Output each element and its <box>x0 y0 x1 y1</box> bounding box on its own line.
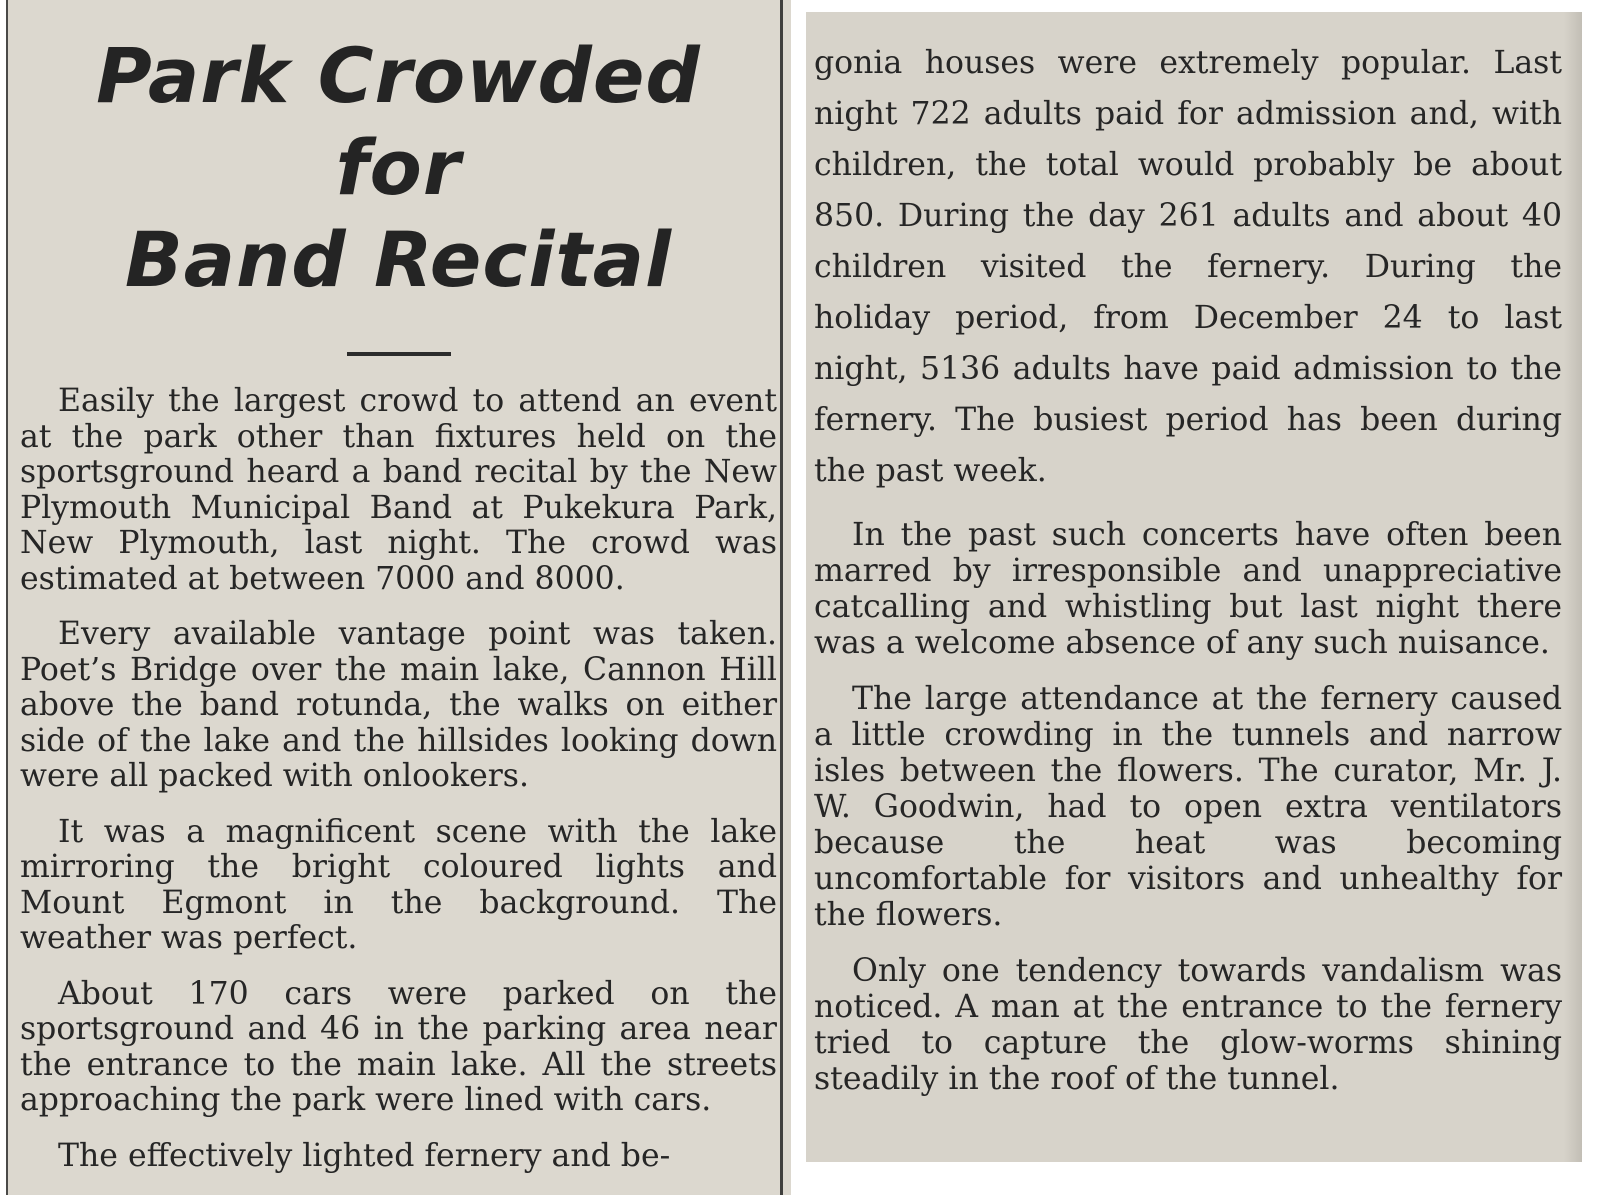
right-clipping <box>806 12 1582 1162</box>
headline-rule <box>347 352 451 356</box>
paragraph-7: The large attendance at the fernery caused a little crowding in the tunnels and narrow isles between the flowers. The curator, Mr. J. W. Goodwin, had to open extra ventilators because the heat was becoming uncomfortable for visitors and unhealthy for the flowers. <box>814 681 1562 933</box>
paragraph-1: Easily the largest crowd to attend an event at the park other than fixtures held on the sportsground heard a band recital by the New Plymouth Municipal Band at Pukekura Park, New Plymouth, last night. The crowd was estimated at between 7000 and 8000. <box>20 383 777 597</box>
headline <box>20 30 777 306</box>
paragraph-3: It was a magnificent scene with the lake mirroring the bright coloured lights and Mount Egmont in the background. The weather was perfect. <box>20 813 777 956</box>
paragraph-5-start: The effectively lighted fernery and be- <box>58 1137 671 1174</box>
paragraph-2: Every available vantage point was taken. Poet’s Bridge over the main lake, Cannon Hill above the band rotunda, the walks on either side of the lake and the hillsides looking down were all packed with onlookers. <box>20 616 777 794</box>
paragraph-4: About 170 cars were parked on the sportsground and 46 in the parking area near the entrance to the main lake. All the streets approaching the park were lined with cars. <box>20 975 777 1118</box>
headline-line-1: Park Crowded for <box>96 31 701 212</box>
paragraph-6: In the past such concerts have often been marred by irresponsible and unappreciative catcalling and whistling but last night there was a welcome absence of any such nuisance. <box>814 517 1562 661</box>
left-clipping <box>6 0 791 1195</box>
paragraph-8: Only one tendency towards vandalism was noticed. A man at the entrance to the fernery tried to capture the glow-worms shining steadily in the roof of the tunnel. <box>814 953 1562 1097</box>
paragraph-5-continued: gonia houses were extremely popular. Last night 722 adults paid for admission and, with children, the total would probably be about 850. During the day 261 adults and about 40 children visited the fernery. During the holiday period, from December 24 to last night, 5136 adults have paid admission to the fernery. The busiest period has been during the past week. <box>814 45 1562 489</box>
headline-line-2: Band Recital <box>124 215 673 304</box>
